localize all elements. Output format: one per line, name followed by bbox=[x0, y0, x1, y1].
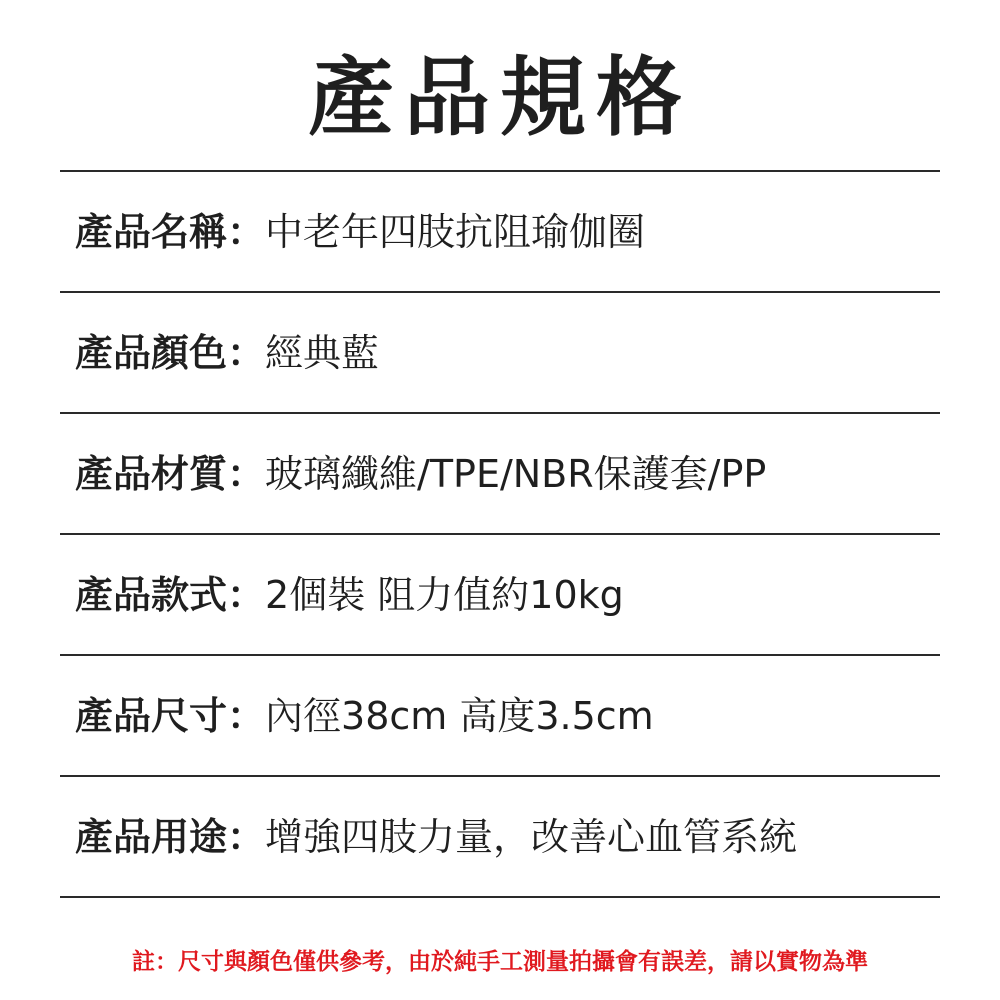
spec-row-color bbox=[60, 293, 940, 414]
spec-key: 產品名稱： bbox=[75, 209, 266, 254]
spec-row-material bbox=[60, 414, 940, 535]
spec-row-style bbox=[60, 535, 940, 656]
spec-value: 增強四肢力量，改善心血管系統 bbox=[265, 814, 798, 859]
spec-value: 內徑38cm 高度3.5cm bbox=[265, 693, 654, 738]
spec-value: 經典藍 bbox=[265, 330, 380, 375]
spec-key: 產品顏色： bbox=[75, 330, 266, 375]
spec-value: 中老年四肢抗阻瑜伽圈 bbox=[265, 209, 646, 254]
spec-value: 玻璃纖維/TPE/NBR保護套/PP bbox=[265, 451, 767, 496]
disclaimer-note: 註：尺寸與顏色僅供參考，由於純手工測量拍攝會有誤差，請以實物為準 bbox=[132, 949, 868, 975]
spec-value: 2個裝 阻力值約10kg bbox=[265, 572, 624, 617]
spec-key: 產品用途： bbox=[75, 814, 266, 859]
spec-key: 產品尺寸： bbox=[75, 693, 266, 738]
spec-key: 產品材質： bbox=[75, 451, 266, 496]
page-title: 產品規格 bbox=[308, 48, 692, 148]
spec-key: 產品款式： bbox=[75, 572, 266, 617]
spec-row-name bbox=[60, 172, 940, 293]
spec-row-usage bbox=[60, 777, 940, 898]
spec-table bbox=[60, 170, 940, 898]
spec-row-size bbox=[60, 656, 940, 777]
